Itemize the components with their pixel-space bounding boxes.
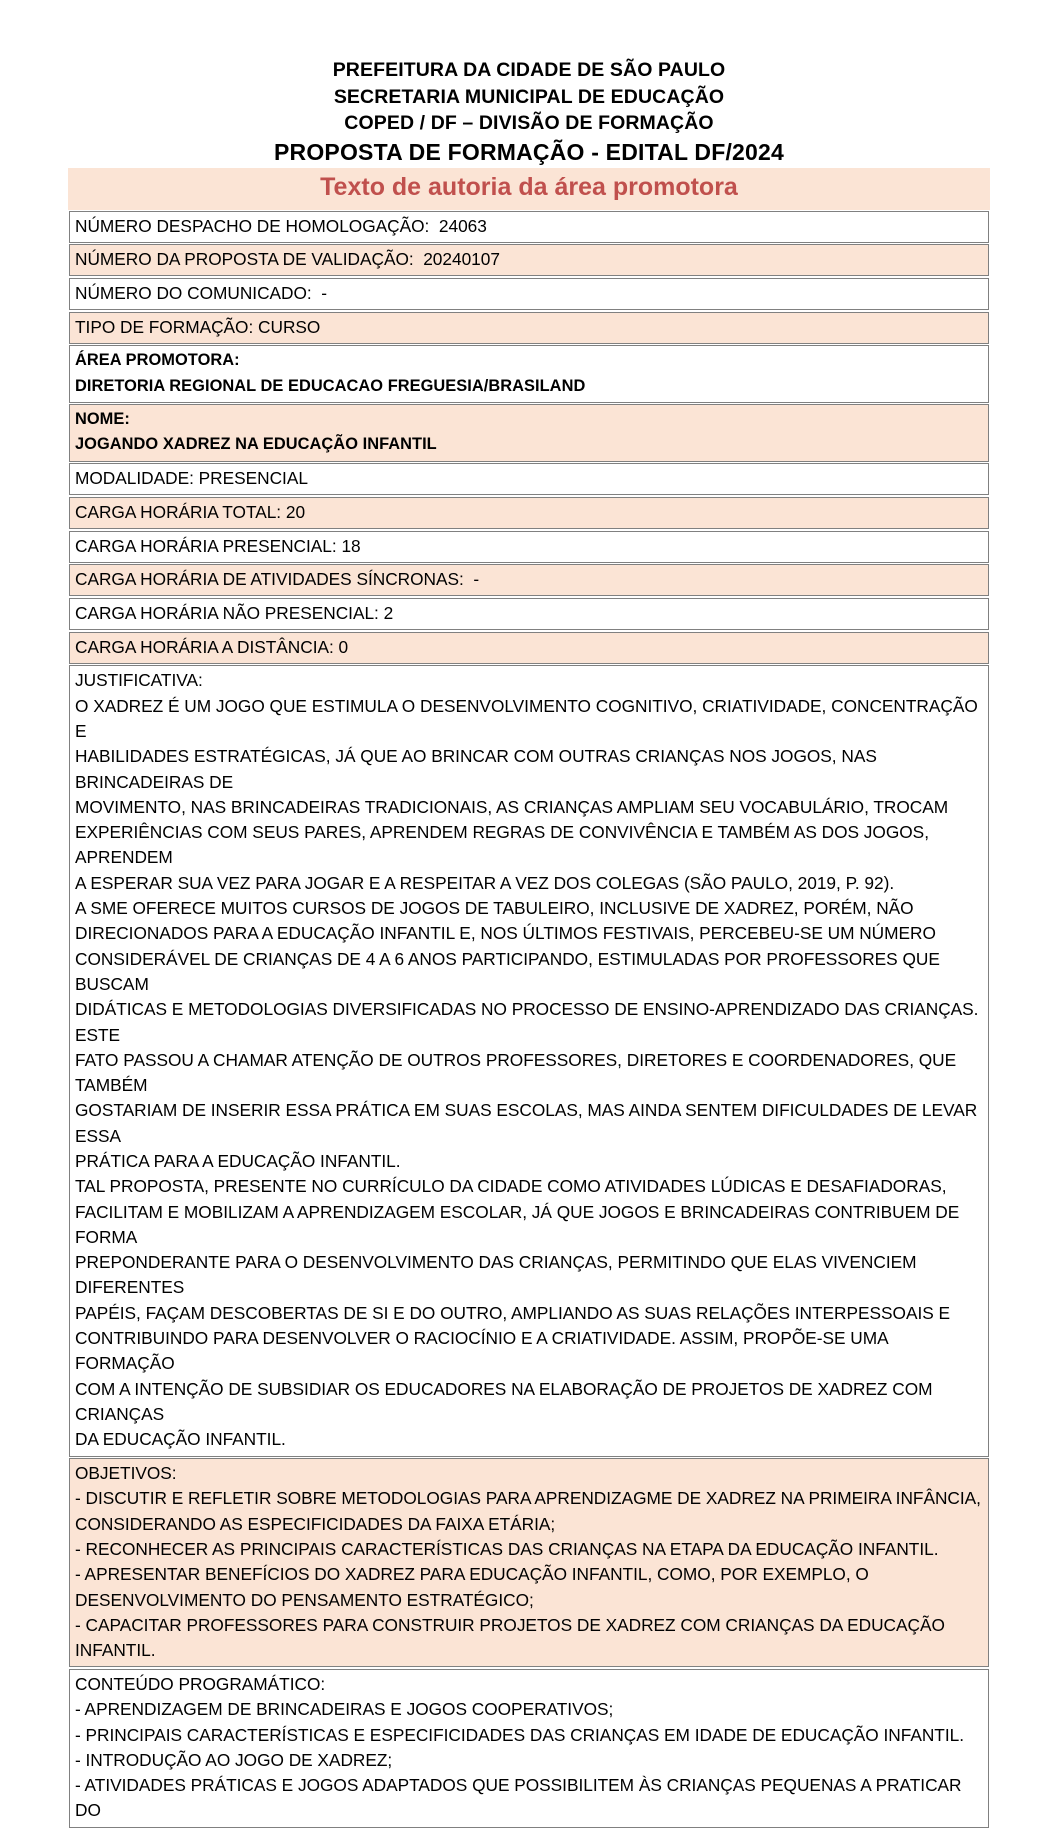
form-row-numero-proposta-validacao xyxy=(69,244,989,276)
form-row-modalidade xyxy=(69,463,989,495)
form-row-nome-da-formacao-line: JOGANDO XADREZ NA EDUCAÇÃO INFANTIL xyxy=(75,435,437,454)
form-row-numero-comunicado-line: NÚMERO DO COMUNICADO: - xyxy=(75,282,328,303)
form-row-justificativa-line: PAPÉIS, FAÇAM DESCOBERTAS DE SI E DO OUTRO, AMPLIANDO AS SUAS RELAÇÕES INTERPESSOAIS E xyxy=(75,1302,951,1323)
form-row-justificativa-line: CONTRIBUINDO PARA DESENVOLVER O RACIOCÍNIO E A CRIATIVIDADE. ASSIM, PROPÕE-SE UMA FORMAÇÃO xyxy=(75,1328,893,1374)
form-row-objetivos-line: - APRESENTAR BENEFÍCIOS DO XADREZ PARA EDUCAÇÃO INFANTIL, COMO, POR EXEMPLO, O xyxy=(75,1564,869,1585)
form-row-carga-horaria-total-line: CARGA HORÁRIA TOTAL: 20 xyxy=(75,501,306,522)
header-line-prefeitura: PREFEITURA DA CIDADE DE SÃO PAULO xyxy=(332,59,726,81)
form-row-objetivos-line: OBJETIVOS: xyxy=(75,1463,177,1484)
form-row-area-promotora xyxy=(69,345,989,402)
form-row-justificativa-line: GOSTARIAM DE INSERIR ESSA PRÁTICA EM SUAS ESCOLAS, MAS AINDA SENTEM DIFICULDADES DE LEVAR ESSA xyxy=(75,1100,982,1146)
form-row-conteudo-programatico-line: - ATIVIDADES PRÁTICAS E JOGOS ADAPTADOS QUE POSSIBILITEM ÀS CRIANÇAS PEQUENAS A PRATICAR DO xyxy=(75,1775,967,1821)
authorship-banner-label: Texto de autoria da área promotora xyxy=(320,172,738,201)
form-row-tipo-de-formacao-line: TIPO DE FORMAÇÃO: CURSO xyxy=(75,316,321,337)
form-row-numero-despacho-homologacao-line: NÚMERO DESPACHO DE HOMOLOGAÇÃO: 24063 xyxy=(75,215,487,236)
authorship-banner xyxy=(68,168,990,210)
form-row-objetivos-line: - DISCUTIR E REFLETIR SOBRE METODOLOGIAS PARA APRENDIZAGME DE XADREZ NA PRIMEIRA INFÂNCIA, xyxy=(75,1488,981,1509)
form-row-justificativa-line: A SME OFERECE MUITOS CURSOS DE JOGOS DE TABULEIRO, INCLUSIVE DE XADREZ, PORÉM, NÃO xyxy=(75,898,914,919)
form-row-justificativa-line: HABILIDADES ESTRATÉGICAS, JÁ QUE AO BRINCAR COM OUTRAS CRIANÇAS NOS JOGOS, NAS BRINCADEIRAS DE xyxy=(75,746,882,792)
header-line-coped: COPED / DF – DIVISÃO DE FORMAÇÃO xyxy=(344,112,714,134)
form-row-justificativa-line: A ESPERAR SUA VEZ PARA JOGAR E A RESPEITAR A VEZ DOS COLEGAS (SÃO PAULO, 2019, P. 92). xyxy=(75,872,895,893)
form-row-justificativa-line: PRÁTICA PARA A EDUCAÇÃO INFANTIL. xyxy=(75,1150,401,1171)
form-row-carga-horaria-nao-presencial xyxy=(69,598,989,630)
form-row-carga-horaria-total xyxy=(69,497,989,529)
form-row-carga-horaria-atividades-sincronas-line: CARGA HORÁRIA DE ATIVIDADES SÍNCRONAS: - xyxy=(75,569,480,590)
form-row-nome-da-formacao xyxy=(69,404,989,461)
form-row-objetivos xyxy=(69,1458,989,1667)
form-row-justificativa-line: DIRECIONADOS PARA A EDUCAÇÃO INFANTIL E, NOS ÚLTIMOS FESTIVAIS, PERCEBEU-SE UM NÚMERO xyxy=(75,923,936,944)
form-row-justificativa-line: DIDÁTICAS E METODOLOGIAS DIVERSIFICADAS NO PROCESSO DE ENSINO-APRENDIZADO DAS CRIANÇAS. ESTE xyxy=(75,999,984,1045)
form-row-justificativa-line: FACILITAM E MOBILIZAM A APRENDIZAGEM ESCOLAR, JÁ QUE JOGOS E BRINCADEIRAS CONTRIBUEM DE FORMA xyxy=(75,1201,965,1247)
form-row-objetivos-line: DESENVOLVIMENTO DO PENSAMENTO ESTRATÉGICO; xyxy=(75,1589,534,1610)
form-row-conteudo-programatico-line: - PRINCIPAIS CARACTERÍSTICAS E ESPECIFICIDADES DAS CRIANÇAS EM IDADE DE EDUCAÇÃO INFANTIL. xyxy=(75,1724,964,1745)
form-row-conteudo-programatico-line: - INTRODUÇÃO AO JOGO DE XADREZ; xyxy=(75,1749,393,1770)
form-row-justificativa-line: EXPERIÊNCIAS COM SEUS PARES, APRENDEM REGRAS DE CONVIVÊNCIA E TAMBÉM AS DOS JOGOS, APRENDEM xyxy=(75,822,933,868)
form-row-conteudo-programatico-line: - APRENDIZAGEM DE BRINCADEIRAS E JOGOS COOPERATIVOS; xyxy=(75,1699,614,1720)
document-header xyxy=(0,0,1058,167)
form-row-carga-horaria-a-distancia xyxy=(69,632,989,664)
form-row-justificativa-line: DA EDUCAÇÃO INFANTIL. xyxy=(75,1429,286,1450)
form-row-numero-comunicado xyxy=(69,278,989,310)
form-row-numero-despacho-homologacao xyxy=(69,211,989,243)
form-row-justificativa-line: CONSIDERÁVEL DE CRIANÇAS DE 4 A 6 ANOS PARTICIPANDO, ESTIMULADAS POR PROFESSORES QUE BUSCAM xyxy=(75,948,945,994)
form-row-modalidade-line: MODALIDADE: PRESENCIAL xyxy=(75,468,308,489)
form-row-carga-horaria-presencial-line: CARGA HORÁRIA PRESENCIAL: 18 xyxy=(75,535,361,556)
form-row-justificativa-line: JUSTIFICATIVA: xyxy=(75,670,203,691)
form-row-carga-horaria-atividades-sincronas xyxy=(69,564,989,596)
proposal-form-table xyxy=(69,211,989,1828)
form-row-objetivos-line: - CAPACITAR PROFESSORES PARA CONSTRUIR PROJETOS DE XADREZ COM CRIANÇAS DA EDUCAÇÃO INFANTIL. xyxy=(75,1614,950,1661)
form-row-objetivos-line: CONSIDERANDO AS ESPECIFICIDADES DA FAIXA ETÁRIA; xyxy=(75,1513,556,1534)
form-row-tipo-de-formacao xyxy=(69,312,989,344)
form-row-carga-horaria-a-distancia-line: CARGA HORÁRIA A DISTÂNCIA: 0 xyxy=(75,636,349,657)
form-row-justificativa xyxy=(69,665,989,1456)
form-row-conteudo-programatico-line: CONTEÚDO PROGRAMÁTICO: xyxy=(75,1673,326,1694)
form-row-carga-horaria-presencial xyxy=(69,531,989,563)
form-row-justificativa-line: O XADREZ É UM JOGO QUE ESTIMULA O DESENVOLVIMENTO COGNITIVO, CRIATIVIDADE, CONCENTRAÇÃO E xyxy=(75,695,983,741)
form-row-justificativa-line: COM A INTENÇÃO DE SUBSIDIAR OS EDUCADORES NA ELABORAÇÃO DE PROJETOS DE XADREZ COM CRIANÇAS xyxy=(75,1378,938,1424)
form-row-nome-da-formacao-line: NOME: xyxy=(75,410,130,429)
form-row-numero-proposta-validacao-line: NÚMERO DA PROPOSTA DE VALIDAÇÃO: 20240107 xyxy=(75,249,500,270)
header-line-secretaria: SECRETARIA MUNICIPAL DE EDUCAÇÃO xyxy=(333,85,725,108)
form-row-area-promotora-line: ÁREA PROMOTORA: xyxy=(75,351,240,370)
form-row-objetivos-line: - RECONHECER AS PRINCIPAIS CARACTERÍSTICAS DAS CRIANÇAS NA ETAPA DA EDUCAÇÃO INFANTIL. xyxy=(75,1538,939,1559)
form-row-carga-horaria-nao-presencial-line: CARGA HORÁRIA NÃO PRESENCIAL: 2 xyxy=(75,602,394,623)
form-row-justificativa-line: PREPONDERANTE PARA O DESENVOLVIMENTO DAS CRIANÇAS, PERMITINDO QUE ELAS VIVENCIEM DIFERENTES xyxy=(75,1252,922,1298)
form-row-justificativa-line: FATO PASSOU A CHAMAR ATENÇÃO DE OUTROS PROFESSORES, DIRETORES E COORDENADORES, QUE TAMBÉM xyxy=(75,1049,961,1096)
form-row-justificativa-line: MOVIMENTO, NAS BRINCADEIRAS TRADICIONAIS, AS CRIANÇAS AMPLIAM SEU VOCABULÁRIO, TROCAM xyxy=(75,796,949,817)
form-row-conteudo-programatico xyxy=(69,1669,989,1828)
form-row-justificativa-line: TAL PROPOSTA, PRESENTE NO CURRÍCULO DA CIDADE COMO ATIVIDADES LÚDICAS E DESAFIADORAS, xyxy=(75,1176,947,1197)
form-row-area-promotora-line: DIRETORIA REGIONAL DE EDUCACAO FREGUESIA/BRASILAND xyxy=(75,376,586,395)
page-title: PROPOSTA DE FORMAÇÃO - EDITAL DF/2024 xyxy=(273,138,785,165)
